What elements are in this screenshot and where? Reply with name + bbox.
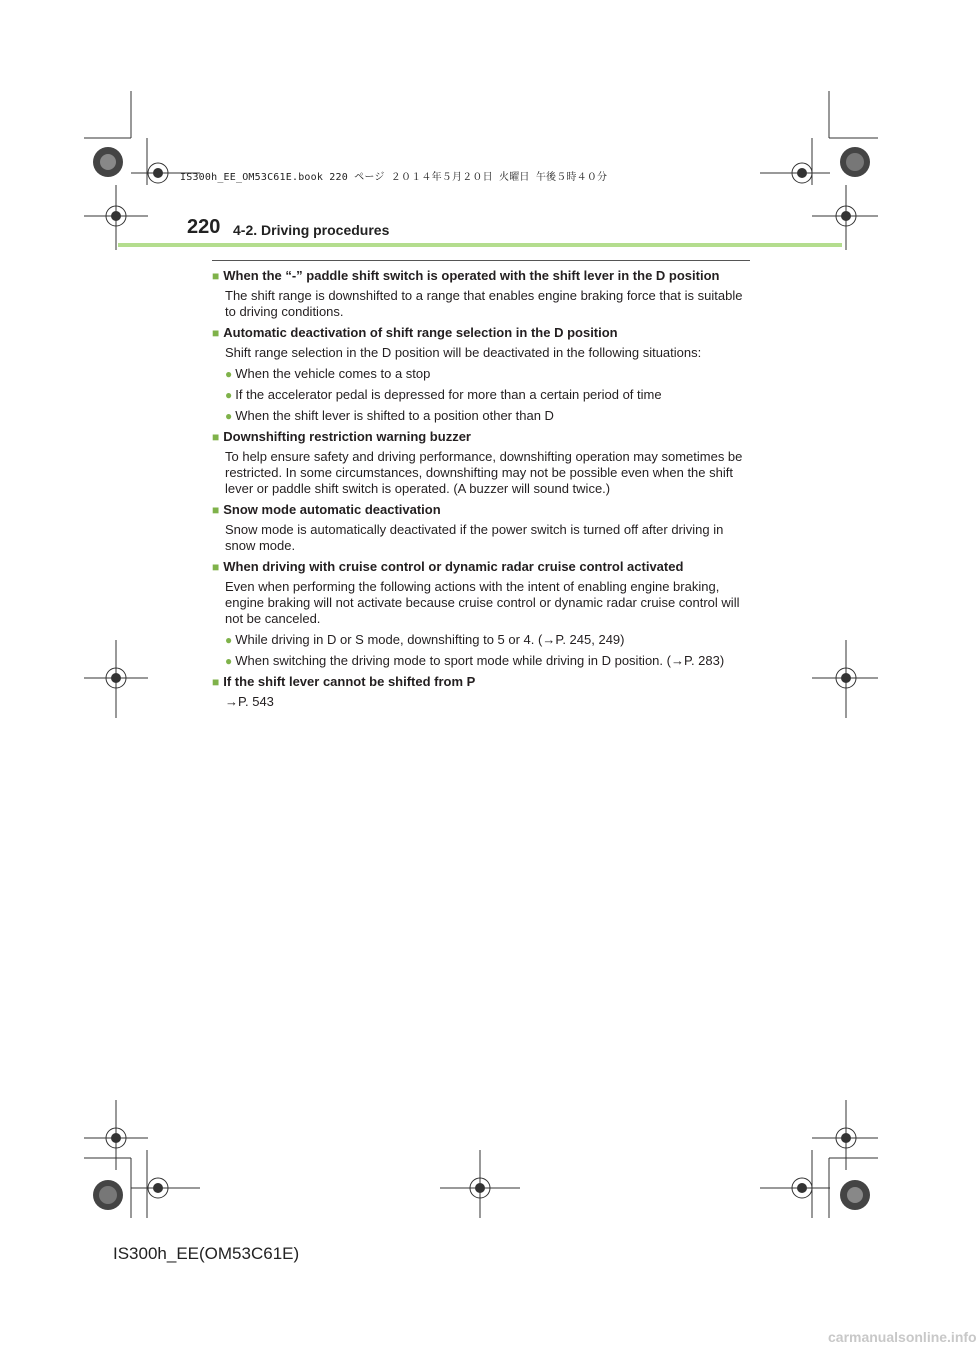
list-item: ● When the shift lever is shifted to a position other than D bbox=[225, 408, 554, 423]
topic-heading: Automatic deactivation of shift range selection in the D position bbox=[223, 325, 618, 340]
topic-body: To help ensure safety and driving performance, downshifting operation may sometimes be restricted. In some circumstances, downshifting may not be possible even when the shift lever or paddle shift switch is operated. (A buzzer will sound twice.) bbox=[225, 449, 743, 496]
topic-heading: When driving with cruise control or dynamic radar cruise control activated bbox=[223, 559, 684, 574]
square-bullet-icon: ■ bbox=[212, 503, 220, 517]
list-item: ● When the vehicle comes to a stop bbox=[225, 366, 431, 381]
circle-bullet-icon: ● bbox=[225, 409, 233, 423]
section-title: 4-2. Driving procedures bbox=[233, 222, 390, 238]
topic-item bbox=[212, 502, 754, 554]
topic-body: Shift range selection in the D position will be deactivated in the following situations: bbox=[225, 345, 702, 360]
topic-heading: If the shift lever cannot be shifted from P bbox=[223, 674, 476, 689]
square-bullet-icon: ■ bbox=[212, 269, 220, 283]
page-reference-link[interactable]: →P. 543 bbox=[225, 694, 274, 709]
list-item bbox=[225, 653, 754, 669]
print-header: IS300h_EE_OM53C61E.book 220 ページ ２０１４年５月２０日 火曜日 午後５時４０分 bbox=[180, 172, 608, 183]
topic-item bbox=[212, 559, 754, 669]
circle-bullet-icon: ● bbox=[225, 654, 233, 668]
circle-bullet-icon: ● bbox=[225, 633, 233, 647]
topic-item bbox=[212, 268, 754, 320]
topic-body: Even when performing the following actions with the intent of enabling engine braking, engine braking will not activate because cruise control or dynamic radar cruise control will not be canceled. bbox=[225, 579, 740, 626]
watermark: carmanualsonline.info bbox=[828, 1329, 977, 1345]
circle-bullet-icon: ● bbox=[225, 367, 233, 381]
square-bullet-icon: ■ bbox=[212, 675, 220, 689]
square-bullet-icon: ■ bbox=[212, 560, 220, 574]
page-reference-text[interactable]: While driving in D or S mode, downshifting to 5 or 4. (→P. 245, 249) bbox=[235, 632, 625, 647]
header-bar bbox=[118, 243, 842, 247]
square-bullet-icon: ■ bbox=[212, 430, 220, 444]
page-reference-text[interactable]: When switching the driving mode to sport mode while driving in D position. (→P. 283) bbox=[235, 653, 725, 668]
manual-code-footer: IS300h_EE(OM53C61E) bbox=[113, 1244, 300, 1263]
topic-item bbox=[212, 674, 754, 710]
topic-body: Snow mode is automatically deactivated if the power switch is turned off after driving in snow mode. bbox=[225, 522, 724, 553]
content-rule bbox=[212, 260, 750, 261]
list-item bbox=[225, 632, 754, 648]
page-number: 220 bbox=[187, 216, 221, 238]
topic-heading: When the “-” paddle shift switch is operated with the shift lever in the D position bbox=[223, 268, 720, 283]
topic-item bbox=[212, 325, 754, 424]
circle-bullet-icon: ● bbox=[225, 388, 233, 402]
content-body bbox=[212, 268, 754, 715]
topic-heading: Snow mode automatic deactivation bbox=[223, 502, 441, 517]
topic-heading: Downshifting restriction warning buzzer bbox=[223, 429, 471, 444]
topic-body: The shift range is downshifted to a range that enables engine braking force that is suitable to driving conditions. bbox=[225, 288, 743, 319]
topic-item bbox=[212, 429, 754, 497]
square-bullet-icon: ■ bbox=[212, 326, 220, 340]
list-item: ● If the accelerator pedal is depressed for more than a certain period of time bbox=[225, 387, 662, 402]
